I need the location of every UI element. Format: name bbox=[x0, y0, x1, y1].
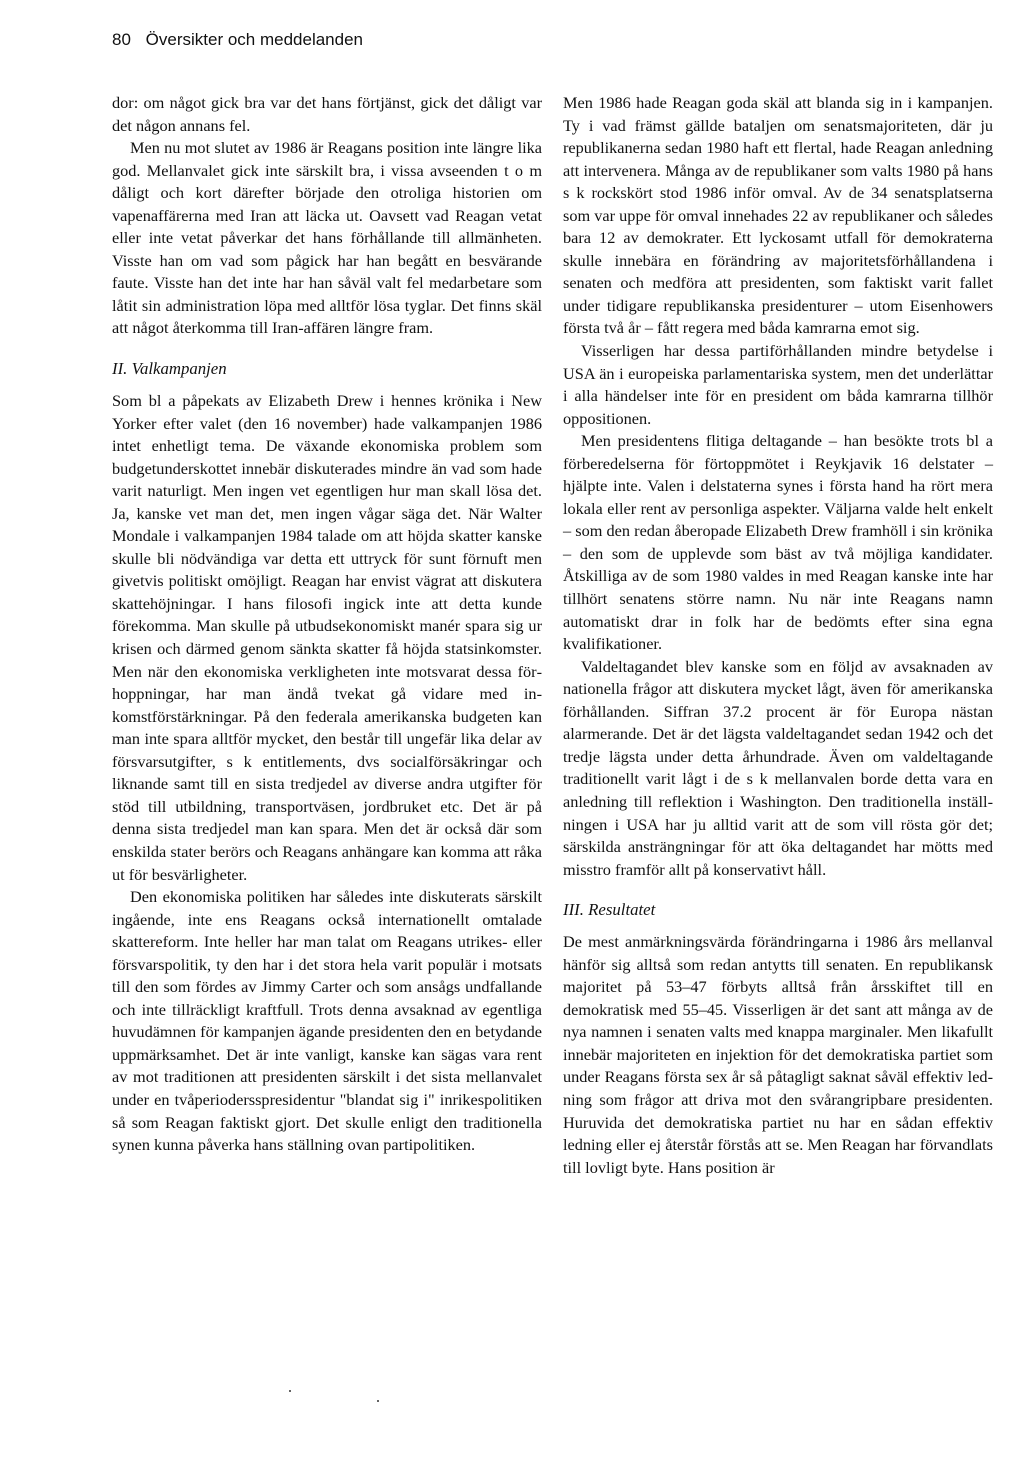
paragraph: Men 1986 hade Reagan goda skäl att blanda sig in i kampanjen. Ty i vad främst gällde bataljen om senatsmajoriteten, där ju republikanerna sedan 1980 haft ett flertal, hade Reagan anledning att intervenera. Många av de republikaner som valts 1980 på hans s k rockskört stod 1986 inför omval. Av de 34 senatsplatserna som var uppe för omval innehades 22 av republikaner och således bara 12 av demokrater. Ett lyckosamt utfall för demokraterna skulle innebära en förändring av majoritetsförhållandena i senaten och medföra att presidenten, som faktiskt varit fallet under tidigare republikanska presidenturer – utom Eisenhowers första två år – fått regera med båda kamrarna emot sig. bbox=[563, 93, 993, 338]
scan-speck bbox=[377, 1400, 379, 1402]
right-column bbox=[563, 92, 993, 1179]
running-title: Översikter och meddelanden bbox=[145, 30, 363, 49]
paragraph: dor: om något gick bra var det hans förtjänst, gick det dåligt var det någon annans fel. bbox=[112, 93, 542, 135]
paragraph: Den ekonomiska politiken har således inte diskuterats särskilt ingående, inte ens Reagans också internationellt omtalade skattereform. Inte heller har man talat om Reagans utrikes- eller försvarspolitik, ty den har i det stora hela varit populär i motsats till den som fördes av Jimmy Carter och som ansågs undfallande och inte tillräckligt kraftfull. Trots denna avsaknad av egentliga huvudämnen för kampanjen ägande presidenten den en betydande uppmärksamhet. Det är inte vanligt, kanske kan sägas vara rent av mot traditionen att presidenten särskilt i det sista mellanvalet under en tvåperiodersspresidentur "blandat sig i" inrikespolitiken så som Reagan faktiskt gjort. Det skulle enligt den traditionella synen kunna påverka hans ställning ovan partipolitiken. bbox=[112, 887, 542, 1155]
page-number: 80 bbox=[112, 30, 131, 49]
paragraph: De mest anmärkningsvärda förändringarna i 1986 års mellanval hänför sig alltså som redan antytts till senaten. En republikansk majoritet på 53–47 förbyts alltså från årsskiftet till en demokratisk med 55–45. Visserligen är det sant att många av de nya namnen i senaten valts med knappa marginaler. Men likafullt innebär majoriteten en injektion för det demokratiska partiet som under Reagans första sex år så påtagligt saknat såväl effektiv ledning som frågor att driva mot den svårangripbare presidenten. Huruvida det demokratiska partiet nu har en sådan effektiv ledning eller ej återstår förstås att se. Men Reagan har förvandlats till lovligt byte. Hans position är bbox=[563, 932, 993, 1177]
section-heading: III. Resultatet bbox=[563, 900, 656, 920]
section-heading: II. Valkampanjen bbox=[112, 359, 227, 379]
scan-speck bbox=[289, 1390, 291, 1392]
paragraph: Visserligen har dessa partiförhållanden mindre betydelse i USA än i europeiska parlamentariska system, men det underlättar i alla händelser inte för en president om båda kamrarna tillhör oppositionen. bbox=[563, 341, 993, 428]
paragraph: Som bl a påpekats av Elizabeth Drew i hennes krönika i New Yorker efter valet (den 16 november) hade valkampanjen 1986 intet enhetligt tema. De växande ekonomiska problem som budgetunderskottet innebär diskuterades mindre än vad som hade varit naturligt. Men ingen vet egentligen hur man skall lösa det. Ja, kanske vet man det, men ingen vågar säga det. När Walter Mondale i valkampanjen 1984 talade om att höjda skatter kanske skulle bli nödvändiga var detta ett uttryck för sunt förnuft men givetvis politiskt omöjligt. Reagan har envist vägrat att diskutera skattehöjningar. I hans filosofi ingick inte att detta kunde förekomma. Man skulle på utbudsekonomiskt manér spara sig ur krisen och därmed genom sänkta skatter få höjda statsinkomster. Men när den ekonomiska verkligheten inte motsvarat dessa förhoppningar, har man ändå tvekat gå vidare med inkomstförstärkningar. På den federala amerikanska budgeten kan man inte spara alltför mycket, den består till ungefär lika delar av försvarsutgifter, s k entitlements, dvs socialförsäkringar och liknande samt till en sista tredjedel av diverse andra utgifter för stöd till utbildning, transportväsen, jordbruket etc. Det är på denna sista tredjedel man kan spara. Men det är också där som enskilda stater berörs och Reagans anhängare kan komma att råka ut för besvärligheter. bbox=[112, 391, 542, 884]
paragraph: Men presidentens flitiga deltagande – han besökte trots bl a förberedelserna för förtoppmötet i Reykjavik 16 delstater – hjälpte inte. Valen i delstaterna synes i första hand ha rört mera lokala eller rent av personliga aspekter. Väljarna valde helt enkelt – som den redan åberopade Elizabeth Drew framhöll i sin krönika – den som de upplevde som bäst av två möjliga kandidater. Åtskilliga av de som 1980 valdes in med Reagan kanske inte har tillhört senatens större namn. Nu när inte Reagans namn automatiskt drar in folk har de bedömts efter sina egna kvalifikationer. bbox=[563, 431, 993, 654]
paragraph: Valdeltagandet blev kanske som en följd av avsaknaden av nationella frågor att diskutera mycket lågt, även för amerikanska förhållanden. Siffran 37.2 procent är för Europa nästan alarmerande. Det är det lägsta valdeltagandet sedan 1942 och det tredje lägsta under detta århundrade. Även om valdeltagande traditionellt varit lågt i de s k mellanvalen borde detta vara en anledning till reflektion i Washington. Den traditionella inställningen i USA har ju alltid varit att de som vill rösta gör det; särskilda ansträngningar för att öka deltagandet har mötts med misstro framför allt på konservativt håll. bbox=[563, 656, 993, 879]
paragraph: Men nu mot slutet av 1986 är Reagans position inte längre lika god. Mellanvalet gick inte särskilt bra, i vissa avseenden t o m dåligt och kort därefter började den otroliga historien om vapenaffärerna med Iran att läcka ut. Oavsett vad Reagan vetat eller inte vetat påverkar det hans förhållande till allmänheten. Visste han om vad som pågick har han begått en besvärande faute. Visste han det inte har han såväl valt fel medarbetare som låtit sin administration löpa med alltför lösa tyglar. Det finns skäl att något återkomma till Iran-affären längre fram. bbox=[112, 138, 542, 338]
left-column bbox=[112, 92, 542, 1157]
running-header bbox=[112, 30, 363, 50]
